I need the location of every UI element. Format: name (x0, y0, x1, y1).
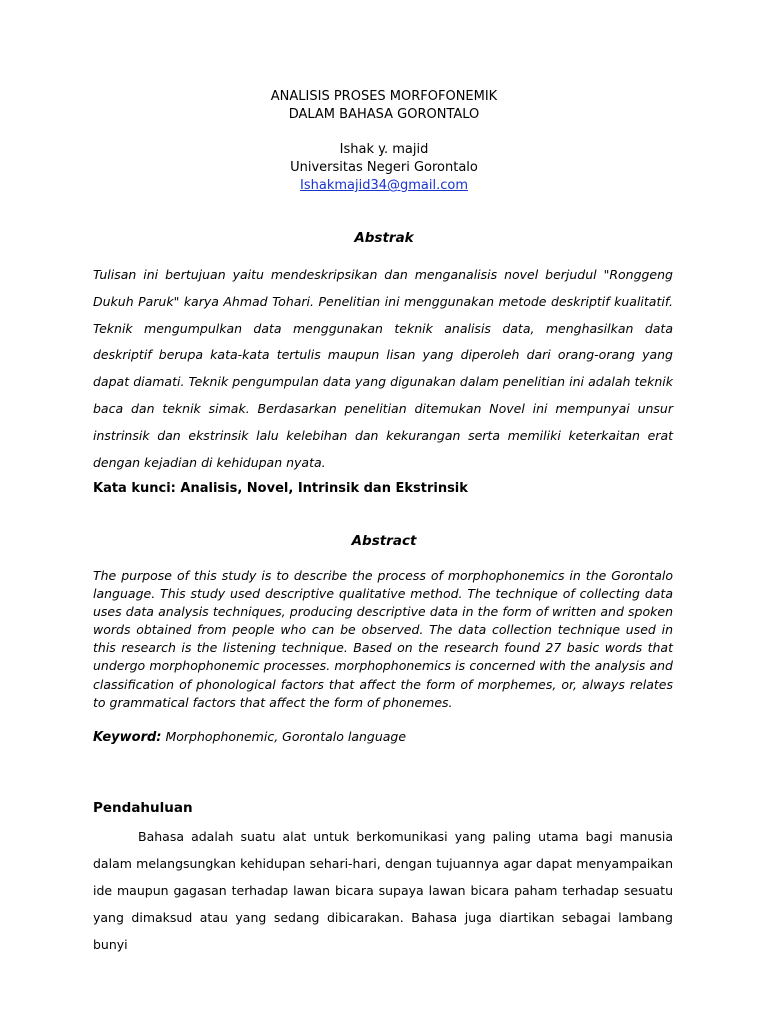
keyword-line (93, 728, 673, 747)
pendahuluan-heading: Pendahuluan (93, 800, 193, 816)
abstract-body (93, 567, 673, 712)
author-affiliation: Universitas Negeri Gorontalo (290, 160, 478, 175)
pendahuluan-paragraph: Bahasa adalah suatu alat untuk berkomunikasi yang paling utama bagi manusia dalam melangsungkan kehidupan sehari-hari, dengan tujuannya agar dapat menyampaikan ide maupun gagasan terhadap lawan bicara supaya lawan bicara paham terhadap sesuatu yang dimaksud atau yang sedang dibicarakan. Bahasa juga diartikan sebagai lambang bunyi (93, 829, 673, 952)
author-email-link[interactable]: Ishakmajid34@gmail.com (300, 178, 468, 193)
paper-title (0, 88, 768, 124)
author-block (0, 141, 768, 195)
keyword-label: Keyword: (93, 730, 162, 745)
title-line-2: DALAM BAHASA GORONTALO (288, 107, 480, 122)
pendahuluan-body (93, 823, 673, 958)
keyword-value: Morphophonemic, Gorontalo language (161, 729, 407, 744)
author-name: Ishak y. majid (339, 142, 429, 157)
abstrak-heading: Abstrak (354, 230, 414, 246)
title-line-1: ANALISIS PROSES MORFOFONEMIK (270, 89, 498, 104)
kata-kunci: Kata kunci: Analisis, Novel, Intrinsik dan Ekstrinsik (93, 481, 468, 496)
abstract-paragraph: The purpose of this study is to describe the process of morphophonemics in the Gorontalo language. This study used descriptive qualitative method. The technique of collecting data uses data analysis techniques, producing descriptive data in the form of written and spoken words obtained from people who can be observed. The data collection technique used in this research is the listening technique. Based on the research found 27 basic words that undergo morphophonemic processes. morphophonemics is concerned with the analysis and classification of phonological factors that affect the form of morphemes, or, always relates to grammatical factors that affect the form of phonemes. (93, 568, 673, 710)
abstrak-body (93, 262, 673, 476)
abstract-heading: Abstract (351, 533, 417, 549)
abstrak-paragraph: Tulisan ini bertujuan yaitu mendeskripsikan dan menganalisis novel berjudul "Ronggeng Dukuh Paruk" karya Ahmad Tohari. Penelitian ini menggunakan metode deskriptif kualitatif. Teknik mengumpulkan data menggunakan teknik analisis data, menghasilkan data deskriptif berupa kata-kata tertulis maupun lisan yang diperoleh dari orang-orang yang dapat diamati. Teknik pengumpulan data yang digunakan dalam penelitian ini adalah teknik baca dan teknik simak. Berdasarkan penelitian ditemukan Novel ini mempunyai unsur instrinsik dan ekstrinsik lalu kelebihan dan kekurangan serta memiliki keterkaitan erat dengan kejadian di kehidupan nyata. (93, 267, 673, 470)
